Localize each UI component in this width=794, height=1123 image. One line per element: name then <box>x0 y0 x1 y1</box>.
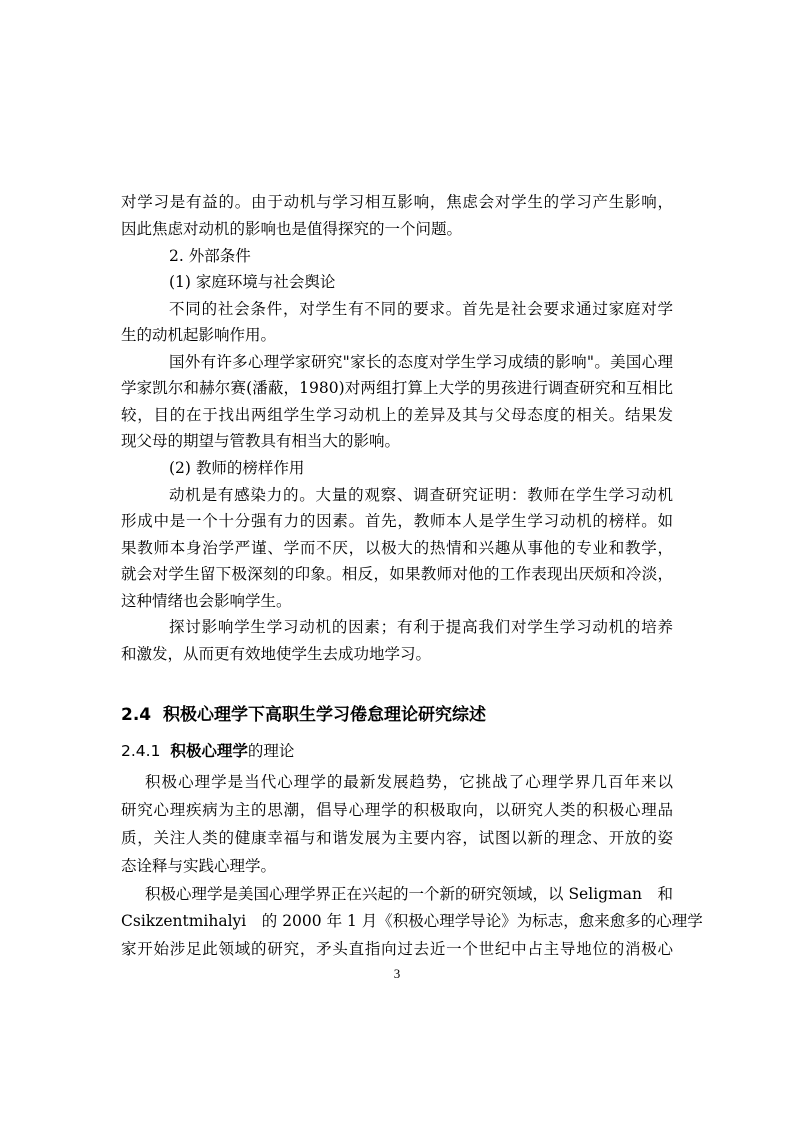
text-line: 研究心理疾病为主的思潮，倡导心理学的积极取向，以研究人类的积极心理品 <box>121 801 673 819</box>
text-line: 果教师本身治学严谨、学而不厌，以极大的热情和兴趣从事他的专业和教学， <box>121 539 673 557</box>
text-line: 现父母的期望与管教具有相当大的影响。 <box>121 432 401 450</box>
subsection-title-rest: 的理论 <box>247 742 295 760</box>
subheading-teacher-role-model: (2) 教师的榜样作用 <box>169 459 305 477</box>
text-line: 这种情绪也会影响学生。 <box>121 592 292 610</box>
text-line: 不同的社会条件，对学生有不同的要求。首先是社会要求通过家庭对学 <box>169 300 673 318</box>
text-line: 学家凯尔和赫尔赛(潘蔽，1980)对两组打算上大学的男孩进行调查研究和互相比 <box>121 379 673 397</box>
text-line: 态诠释与实践心理学。 <box>121 857 277 875</box>
text-line: 就会对学生留下极深刻的印象。相反，如果教师对他的工作表现出厌烦和冷淡， <box>121 565 673 583</box>
text-line: 生的动机起影响作用。 <box>121 326 277 344</box>
subsection-title-bold: 积极心理学 <box>170 742 248 760</box>
text-line: 动机是有感染力的。大量的观察、调查研究证明：教师在学生学习动机 <box>169 486 673 504</box>
section-number: 2.4 <box>121 705 152 725</box>
subheading-external-conditions: 2. 外部条件 <box>169 247 251 265</box>
text-line: 积极心理学是美国心理学界正在兴起的一个新的研究领域，以 Seligman 和 <box>145 885 673 903</box>
text-line: 国外有许多心理学家研究"家长的态度对学生学习成绩的影响"。美国心理 <box>169 353 673 371</box>
text-line: 因此焦虑对动机的影响也是值得探究的一个问题。 <box>121 220 463 238</box>
page-number: 3 <box>393 966 401 981</box>
text-line: Csikzentmihalyi 的 2000 年 1 月《积极心理学导论》为标志，愈来愈多的心理学 <box>121 912 703 930</box>
text-line: 积极心理学是当代心理学的最新发展趋势，它挑战了心理学界几百年来以 <box>145 773 673 791</box>
subheading-family-environment: (1) 家庭环境与社会舆论 <box>169 273 336 291</box>
text-line: 质，关注人类的健康幸福与和谐发展为主要内容，试图以新的理念、开放的姿 <box>121 829 673 847</box>
subsection-number: 2.4.1 <box>121 742 161 760</box>
section-heading-2-4 <box>121 700 486 725</box>
text-line: 形成中是一个十分强有力的因素。首先，教师本人是学生学习动机的榜样。如 <box>121 512 673 530</box>
text-line: 探讨影响学生学习动机的因素；有利于提高我们对学生学习动机的培养 <box>169 618 673 636</box>
section-heading-2-4-1 <box>121 739 294 761</box>
text-line: 家开始涉足此领域的研究，矛头直指向过去近一个世纪中占主导地位的消极心 <box>121 940 673 958</box>
text-line: 对学习是有益的。由于动机与学习相互影响，焦虑会对学生的学习产生影响， <box>121 193 673 211</box>
text-line: 较，目的在于找出两组学生学习动机上的差异及其与父母态度的相关。结果发 <box>121 406 673 424</box>
text-line: 和激发，从而更有效地使学生去成功地学习。 <box>121 645 432 663</box>
section-title: 积极心理学下高职生学习倦怠理论研究综述 <box>162 705 486 725</box>
